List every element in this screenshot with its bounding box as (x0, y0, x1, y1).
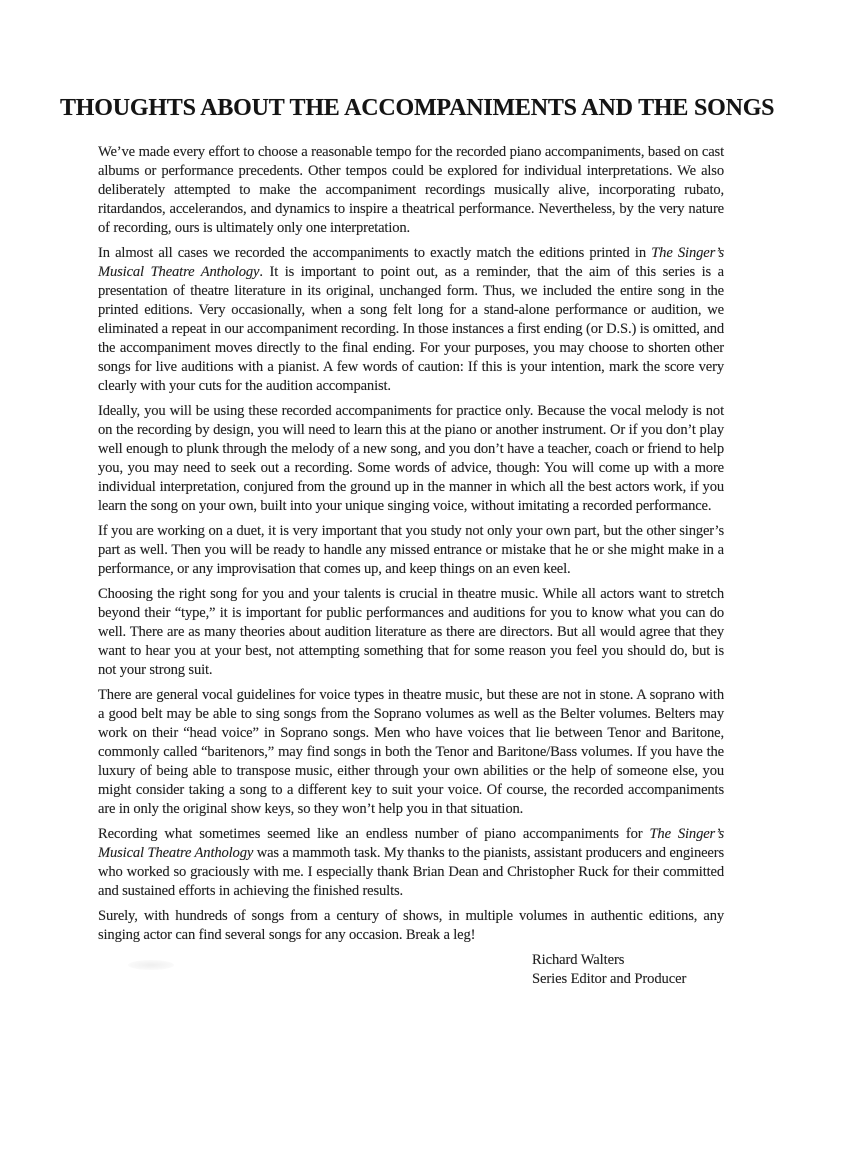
paragraph (98, 907, 724, 945)
signature-block (532, 951, 686, 989)
text-run: There are general vocal guidelines for voice types in theatre music, but these are not in stone. A soprano with a good belt may be able to sing songs from the Soprano volumes as well as the Belter volumes. Belters may work on their “head voice” in Soprano songs. Men who have voices that lie between Tenor and Baritone, commonly called “baritenors,” may find songs in both the Tenor and Baritone/Bass volumes. If you have the luxury of being able to transpose music, either through your own abilities or the help of someone else, you might consider taking a song to a different key to suit your voice. Of course, the recorded accompaniments are in only the original show keys, so they won’t help you in that situation. (98, 687, 724, 817)
italic-text-run: The Singer’s Musical Theatre Anthology (98, 245, 724, 280)
paragraph (98, 686, 724, 819)
body-text (98, 143, 724, 951)
scan-smudge (128, 960, 174, 970)
paragraph (98, 825, 724, 901)
text-run: was a mammoth task. My thanks to the pianists, assistant producers and engineers who worked so graciously with me. I especially thank Brian Dean and Christopher Ruck for their committed and sustained efforts in achieving the finished results. (98, 845, 724, 899)
text-run: Surely, with hundreds of songs from a century of shows, in multiple volumes in authentic editions, any singing actor can find several songs for any occasion. Break a leg! (98, 908, 724, 943)
paragraph (98, 522, 724, 579)
text-run: We’ve made every effort to choose a reasonable tempo for the recorded piano accompaniments, based on cast albums or performance precedents. Other tempos could be explored for individual interpretations. We also deliberately attempted to make the accompaniment recordings musically alive, incorporating rubato, ritardandos, accelerandos, and dynamics to inspire a theatrical performance. Nevertheless, by the very nature of recording, ours is ultimately only one interpretation. (98, 144, 724, 236)
text-run: In almost all cases we recorded the accompaniments to exactly match the editions printed in (98, 245, 652, 261)
text-run: Choosing the right song for you and your talents is crucial in theatre music. While all actors want to stretch beyond their “type,” it is important for public performances and auditions for you to know what you can do well. There are as many theories about audition literature as there are directors. But all would agree that they want to hear you at your best, not attempting something that for some reason you feel you should do, but is not your strong suit. (98, 586, 724, 678)
paragraph (98, 244, 724, 396)
page-title: THOUGHTS ABOUT THE ACCOMPANIMENTS AND THE SONGS (60, 95, 775, 121)
text-run: Ideally, you will be using these recorded accompaniments for practice only. Because the vocal melody is not on the recording by design, you will need to learn this at the piano or another instrument. Or if you don’t play well enough to plunk through the melody of a new song, and you don’t have a teacher, coach or friend to help you, you may need to seek out a recording. Some words of advice, though: You will come up with a more individual interpretation, conjured from the ground up in the manner in which all the best actors work, if you learn the song on your own, built into your unique singing voice, without imitating a recorded performance. (98, 403, 724, 514)
paragraph (98, 585, 724, 680)
signature-role: Series Editor and Producer (532, 971, 687, 987)
text-run: Recording what sometimes seemed like an endless number of piano accompaniments for (98, 826, 650, 842)
text-run: . It is important to point out, as a reminder, that the aim of this series is a presentation of theatre literature in its original, unchanged form. Thus, we included the entire song in the printed editions. Very occasionally, when a song felt long for a stand-alone performance or audition, we eliminated a repeat in our accompaniment recording. In those instances a first ending (or D.S.) is omitted, and the accompaniment moves directly to the final ending. For your purposes, you may choose to shorten other songs for live auditions with a pianist. A few words of caution: If this is your intention, mark the score very clearly with your cuts for the audition accompanist. (98, 264, 724, 394)
text-run: If you are working on a duet, it is very important that you study not only your own part, but the other singer’s part as well. Then you will be ready to handle any missed entrance or mistake that he or she might make in a performance, or any improvisation that comes up, and keep things on an even keel. (98, 523, 724, 577)
paragraph (98, 143, 724, 238)
italic-text-run: The Singer’s Musical Theatre Anthology (98, 826, 724, 861)
signature-name: Richard Walters (532, 952, 625, 968)
paragraph (98, 402, 724, 516)
